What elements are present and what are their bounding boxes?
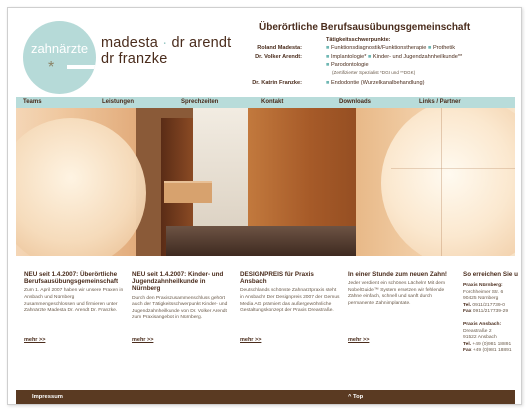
hero-desk <box>164 181 212 203</box>
news-text: Deutschlands schönste Zahnarztpraxis steht in Ansbach! Der Designpreis 2007 der Gemus Media AG prämiert das außergewöhnliche Gestaltungskonzept der Praxis Dreastraße. <box>240 288 340 314</box>
news-text: Durch den Praxiszusammenschluss gehört auch der Tätigkeitsschwerpunkt Kinder- und Jugendzahnheilkunde von Dr. Volker Arendt zum Praxisangebot in Nürnberg. <box>132 295 228 321</box>
more-link[interactable]: mehr >> <box>132 337 154 343</box>
news-title: NEU seit 1.4.2007: Kinder- und Jugendzahnheilkunde in Nürnberg <box>132 271 224 293</box>
nav-kontakt[interactable]: Kontakt <box>261 99 284 105</box>
main-nav <box>16 97 515 108</box>
news-title: NEU seit 1.4.2007: Überörtliche Berufsausübungsgemeinschaft <box>24 271 119 286</box>
address-street: Dreastraße 2 <box>463 328 492 334</box>
news-title: In einer Stunde zum neuen Zahn! <box>348 271 448 278</box>
nav-sprechzeiten[interactable]: Sprechzeiten <box>181 99 219 105</box>
more-link[interactable]: mehr >> <box>24 337 46 343</box>
nav-links-partner[interactable]: Links / Partner <box>419 99 461 105</box>
news-item <box>240 271 340 315</box>
news-text: Zum 1. April 2007 haben wir unsere Praxen in Ansbach und Nürnberg zusammengeschlossen und firmieren unter Zahnärzte Madesta Dr. Arendt Dr. Franzke. <box>24 288 124 314</box>
location-label: Praxis Nürnberg: <box>463 283 503 288</box>
focus-label: Tätigkeitsschwerpunkte: <box>326 37 391 43</box>
specialty-line: ■ Parodontologie <box>326 62 369 68</box>
contact-title: So erreichen Sie u <box>463 271 518 278</box>
specialty-line: ■ Implantologie* ■ Kinder- und Jugendzahnheilkunde** <box>326 54 463 60</box>
hero-lamp-right <box>381 108 515 256</box>
specialty-line: ■ Funktionsdiagnostik/Funktionstherapie ■ Prothetik <box>326 45 456 51</box>
brand-name-3: dr franzke <box>101 51 168 67</box>
certification-note: (Zertifizierter Spezialist *DGI und **DGK) <box>332 70 416 75</box>
specialty-line: ■ Endodontie (Wurzelkanalbehandlung) <box>326 80 425 86</box>
hero-lamp-seam <box>391 168 515 169</box>
news-item <box>24 271 124 315</box>
news-item <box>348 271 448 308</box>
doctor-name: Dr. Katrin Franzke: <box>252 80 302 86</box>
address-city: 90425 Nürnberg <box>463 296 499 302</box>
address-street: Forchheimer Str. 6 <box>463 289 504 295</box>
nav-teams[interactable]: Teams <box>23 99 42 105</box>
logo[interactable] <box>23 21 96 94</box>
nav-leistungen[interactable]: Leistungen <box>102 99 135 105</box>
brand-separator: · <box>162 35 168 51</box>
more-link[interactable]: mehr >> <box>240 337 262 343</box>
asterisk-icon: * <box>48 59 55 76</box>
fax-line: Fax +49 (0)981 18891 <box>463 348 512 354</box>
phone-line: Tel. +49 (0)981 18891 <box>463 341 512 347</box>
top-link[interactable]: ^ Top <box>348 394 364 400</box>
logo-gap <box>67 65 96 69</box>
phone-line: Tel. 0911/217739-0 <box>463 302 505 308</box>
doctor-name: Roland Madesta: <box>257 45 302 51</box>
hero-image <box>16 108 515 256</box>
nav-downloads[interactable]: Downloads <box>339 99 372 105</box>
news-text: Jeder verdient ein schönes Lächeln! Mit dem NobelGuide™ System ersetzen wir fehlende Zähne einfach, schnell und sanft durch permanente Zahnimplantate. <box>348 281 446 306</box>
practice-title: Überörtliche Berufsausübungsgemeinschaft <box>259 22 471 33</box>
contact-block <box>463 271 522 355</box>
fax-line: Fax 0911/217739-29 <box>463 309 509 315</box>
hero-lamp-seam <box>441 108 442 256</box>
more-link[interactable]: mehr >> <box>348 337 370 343</box>
doctor-name: Dr. Volker Arendt: <box>255 54 302 60</box>
brand-name-1: madesta <box>101 35 159 51</box>
location-label: Praxis Ansbach: <box>463 321 502 327</box>
news-title: DESIGNPREIS für Praxis Ansbach <box>240 271 314 286</box>
news-item <box>132 271 232 322</box>
address-city: 91522 Ansbach <box>463 335 497 341</box>
impressum-link[interactable]: Impressum <box>32 394 63 400</box>
footer <box>16 390 515 404</box>
logo-word: zahnärzte <box>30 41 89 56</box>
brand-name <box>101 35 231 67</box>
brand-name-2: dr arendt <box>171 35 232 51</box>
page-frame <box>7 7 522 405</box>
